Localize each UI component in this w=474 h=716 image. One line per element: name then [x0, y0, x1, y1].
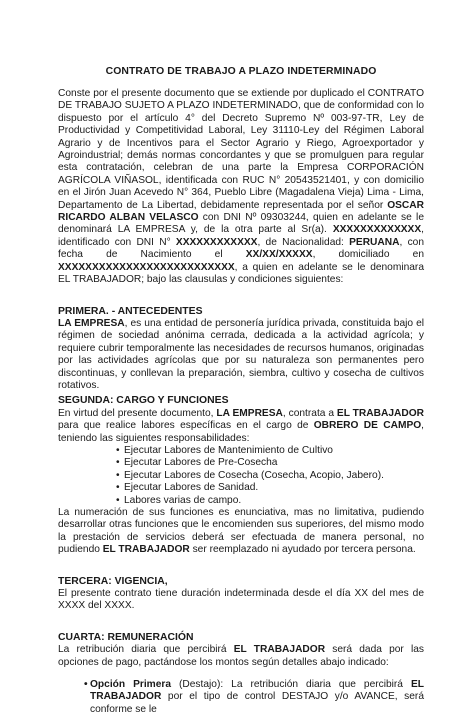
- section-heading-primera: PRIMERA. - ANTECEDENTES: [58, 305, 203, 317]
- address-placeholder: XXXXXXXXXXXXXXXXXXXXXXXXXX: [58, 261, 235, 273]
- segunda-text-2: , contrata a: [282, 407, 337, 419]
- intro-text-6: , domiciliado en: [312, 249, 424, 261]
- list-item: • Ejecutar Labores de Mantenimiento de Cultivo: [124, 445, 424, 457]
- worker-term: EL TRABAJADOR: [90, 679, 424, 703]
- primera-text: , es una entidad de personería jurídica privada, constituida bajo el régimen de sociedad anónima cerrada, dedicada a la actividad agrícola; y requiere cubrir temporalmente las necesidades de recursos humanos, originadas por las actividades agrícolas que por su naturaleza son permanentes pero discontinuas, y conllevan la preparación, siembra, cultivo y cosecha de cultivos rotativos.: [58, 317, 424, 391]
- list-item: • Labores varias de campo.: [124, 495, 424, 507]
- intro-paragraph: [58, 88, 424, 287]
- payment-option-paragraph: [58, 679, 424, 716]
- list-item: • Ejecutar Labores de Pre-Cosecha: [124, 457, 424, 469]
- cuarta-paragraph: [58, 644, 424, 669]
- worker-name-placeholder: XXXXXXXXXXXXX: [332, 224, 422, 236]
- primera-paragraph: [58, 318, 424, 392]
- worker-term: EL TRABAJADOR: [102, 544, 190, 556]
- intro-text-3: , identificado con DNI N°: [58, 224, 424, 248]
- representative-name: OSCAR RICARDO ALBAN VELASCO: [58, 199, 424, 224]
- segunda-paragraph: [58, 408, 424, 445]
- document-title: CONTRATO DE TRABAJO A PLAZO INDETERMINADO: [105, 66, 377, 77]
- payment-option-title: Opción Primera: [90, 679, 172, 691]
- segunda-text-3: para que realice labores específicas en el cargo de: [58, 420, 314, 432]
- responsibilities-list: [58, 445, 424, 507]
- worker-term: EL TRABAJADOR: [233, 644, 326, 656]
- payment-option-text-1: (Destajo): La retribución diaria que percibirá: [171, 679, 411, 691]
- segunda-text-1: En virtud del presente documento,: [58, 407, 217, 419]
- company-term: LA EMPRESA: [216, 407, 283, 419]
- cuarta-text-1: La retribución diaria que percibirá: [58, 644, 234, 656]
- segunda-text-4: , teniendo las siguientes responsabilidades:: [58, 420, 425, 444]
- intro-text-2: con DNI Nº 09303244, quien en adelante se le denominará LA EMPRESA y, de la otra parte al Sr(a).: [58, 212, 424, 236]
- cuarta-text-2: será dada por las opciones de pago, pactándose los montos según detalles abajo indicado:: [58, 644, 424, 668]
- birth-date-placeholder: XX/XX/XXXXX: [245, 249, 313, 261]
- segunda-paragraph-2: [58, 507, 424, 557]
- payment-option-text-2: por el tipo de control DESTAJO y/o AVANCE, será conforme se le: [90, 691, 424, 715]
- intro-text-7: , a quien en adelante se le denominara EL TRABAJADOR; bajo las clausulas y condiciones siguientes:: [58, 261, 424, 286]
- job-title: OBRERO DE CAMPO: [313, 420, 422, 432]
- worker-term: EL TRABAJADOR: [336, 407, 424, 419]
- section-heading-cuarta: CUARTA: REMUNERACIÓN: [58, 631, 194, 643]
- intro-text-5: , con fecha de Nacimiento el: [58, 236, 425, 261]
- section-heading-tercera: TERCERA: VIGENCIA,: [58, 575, 168, 587]
- list-item: • Ejecutar Labores de Cosecha (Cosecha, Acopio, Jabero).: [124, 470, 424, 482]
- company-term: LA EMPRESA: [58, 317, 125, 329]
- list-item: • Ejecutar Labores de Sanidad.: [124, 482, 424, 494]
- segunda-text-6: ser reemplazado ni ayudado por tercera persona.: [189, 544, 416, 556]
- segunda-text-5: La numeración de sus funciones es enunciativa, mas no limitativa, pudiendo desarrollar otras funciones que le encomienden sus superiores, del mismo modo la prestación de servicios deberá ser efectuada de manera personal, no pudiendo: [58, 507, 424, 556]
- intro-text-4: , de Nacionalidad:: [257, 236, 350, 248]
- worker-dni-placeholder: XXXXXXXXXXXX: [175, 236, 258, 248]
- tercera-paragraph: El presente contrato tiene duración indeterminada desde el día XX del mes de XXXX del XXXX.: [58, 588, 424, 612]
- section-heading-segunda: SEGUNDA: CARGO Y FUNCIONES: [58, 395, 229, 407]
- nationality: PERUANA: [349, 236, 400, 248]
- intro-text-1: Conste por el presente documento que se extiende por duplicado el CONTRATO DE TRABAJO SUJETO A PLAZO INDETERMINADO, que de conformidad con lo dispuesto por el artículo 4° del Decreto Supremo Nº 003-97-TR, Ley de Productividad y Competitividad Laboral, Ley 31110-Ley del Régimen Laboral Agrario y de Incentivos para el Sector Agrario y Riego, Agroexportador y Agroindustrial; demás normas concordantes y que se promulguen para regular esta contratación, celebran de una parte la Empresa CORPORACIÓN AGRÍCOLA VIÑASOL, identificada con RUC N° 20543521401, y con domicilio en el Jirón Juan Acevedo N° 364, Pueblo Libre (Magadalena Vieja) Lima - Lima, Departamento de La Libertad, debidamente representada por el señor: [58, 88, 424, 211]
- bullet-icon: •: [84, 679, 88, 691]
